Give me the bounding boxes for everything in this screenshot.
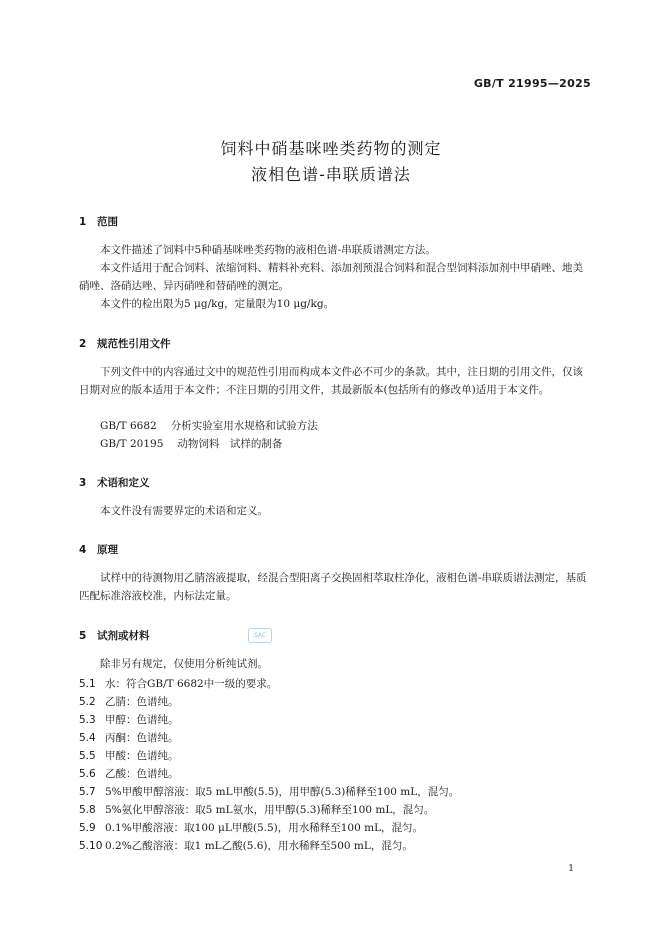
section-heading-terms: 3 术语和定义	[79, 477, 150, 489]
reagent-item: 5.6 乙酸：色谱纯。	[79, 768, 179, 780]
reagent-item: 5.9 0.1%甲酸溶液：取100 μL甲酸(5.5)，用水稀释至100 mL，混匀。	[79, 822, 424, 834]
section-heading-normative-references: 2 规范性引用文件	[79, 338, 171, 350]
document-title: 饲料中硝基咪唑类药物的测定	[220, 139, 442, 158]
reagent-item: 5.2 乙腈：色谱纯。	[79, 696, 179, 708]
standard-number: GB/T 21995—2025	[473, 77, 591, 90]
section-heading-principle: 4 原理	[79, 544, 118, 556]
reference-item: GB/T 20195 动物饲料 试样的制备	[100, 438, 283, 450]
reference-item: GB/T 6682 分析实验室用水规格和试验方法	[100, 420, 318, 432]
reagent-item: 5.10 0.2%乙酸溶液：取1 mL乙酸(5.6)，用水稀释至500 mL，混匀。	[79, 840, 413, 852]
reagent-item: 5.3 甲醇：色谱纯。	[79, 714, 179, 726]
sac-watermark: SAC	[248, 628, 272, 643]
document-subtitle: 液相色谱-串联质谱法	[251, 165, 411, 184]
section-heading-scope: 1 范围	[79, 216, 118, 228]
reagent-item: 5.4 丙酮：色谱纯。	[79, 732, 179, 744]
scope-paragraph-2: 本文件适用于配合饲料、浓缩饲料、精料补充料、添加剂预混合饲料和混合型饲料添加剂中甲硝唑、地美硝唑、洛硝达唑、异丙硝唑和替硝唑的测定。	[79, 262, 583, 292]
reagent-item: 5.8 5%氨化甲醇溶液：取5 mL氨水，用甲醇(5.3)稀释至100 mL，混匀。	[79, 804, 435, 816]
normative-references-paragraph: 下列文件中的内容通过文中的规范性引用而构成本文件必不可少的条款。其中，注日期的引用文件，仅该日期对应的版本适用于本文件；不注日期的引用文件，其最新版本(包括所有的修改单)适用于本文件。	[79, 366, 583, 396]
scope-paragraph-1: 本文件描述了饲料中5种硝基咪唑类药物的液相色谱-串联质谱测定方法。	[100, 244, 436, 256]
terms-paragraph: 本文件没有需要界定的术语和定义。	[100, 505, 268, 517]
page-number: 1	[568, 864, 574, 874]
scope-paragraph-3: 本文件的检出限为5 μg/kg，定量限为10 μg/kg。	[100, 298, 335, 310]
principle-paragraph: 试样中的待测物用乙腈溶液提取，经混合型阳离子交换固相萃取柱净化，液相色谱-串联质谱法测定，基质匹配标准溶液校准，内标法定量。	[79, 572, 587, 602]
reagents-intro: 除非另有规定，仅使用分析纯试剂。	[100, 658, 268, 670]
reagent-item: 5.1 水：符合GB/T 6682中一级的要求。	[79, 678, 278, 690]
section-heading-reagents: 5 试剂或材料	[79, 630, 150, 642]
reagent-item: 5.5 甲酸：色谱纯。	[79, 750, 179, 762]
reagent-item: 5.7 5%甲酸甲醇溶液：取5 mL甲酸(5.5)，用甲醇(5.3)稀释至100 mL，混匀。	[79, 786, 460, 798]
